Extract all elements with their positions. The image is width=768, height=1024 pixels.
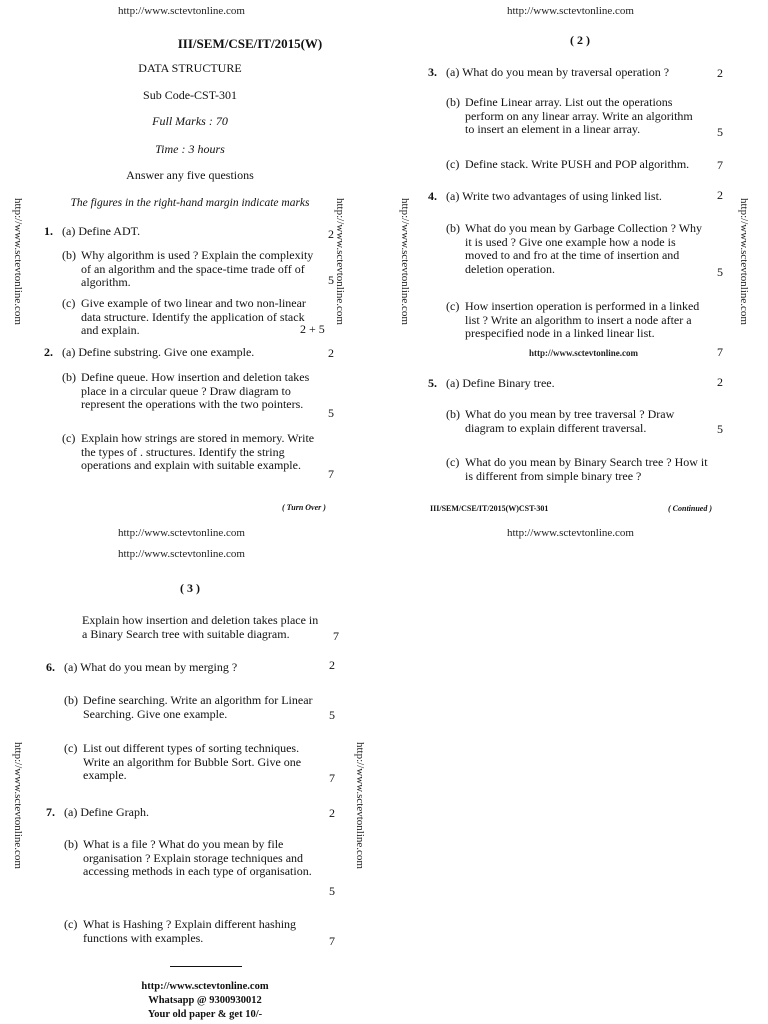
header-url-left: http://www.sctevtonline.com bbox=[118, 5, 245, 17]
q6b-marks: 5 bbox=[329, 708, 335, 722]
header-url-right: http://www.sctevtonline.com bbox=[507, 5, 634, 17]
side-url-middle-bottom: http://www.sctevtonline.com bbox=[354, 742, 366, 869]
q3c-label: (c) bbox=[446, 157, 460, 171]
q3b-label: (b) bbox=[446, 95, 460, 109]
q3b-marks: 5 bbox=[717, 125, 723, 139]
q4-number: 4. bbox=[428, 189, 437, 203]
page2-footer-code: III/SEM/CSE/IT/2015(W)CST-301 bbox=[430, 504, 549, 513]
q1b-marks: 5 bbox=[328, 273, 334, 287]
q1c-marks: 2 + 5 bbox=[300, 322, 325, 336]
turn-over: ( Turn Over ) bbox=[282, 503, 326, 512]
q2b-label: (b) bbox=[62, 370, 76, 384]
q3-number: 3. bbox=[428, 65, 437, 79]
q7c-label: (c) bbox=[64, 917, 78, 931]
q4b-label: (b) bbox=[446, 221, 460, 235]
q4c-marks: 7 bbox=[717, 345, 723, 359]
side-url-right-top: http://www.sctevtonline.com bbox=[738, 198, 750, 325]
instruction: Answer any five questions bbox=[126, 168, 254, 182]
q7c-marks: 7 bbox=[329, 934, 335, 948]
q2-number: 2. bbox=[44, 345, 53, 359]
q7a-text: (a) Define Graph. bbox=[64, 805, 149, 819]
q1-number: 1. bbox=[44, 224, 53, 238]
q6c-marks: 7 bbox=[329, 771, 335, 785]
side-url-left-top: http://www.sctevtonline.com bbox=[12, 198, 24, 325]
q7b-marks: 5 bbox=[329, 884, 335, 898]
q2c-label: (c) bbox=[62, 431, 76, 445]
q1b-text: Why algorithm is used ? Explain the complexity of an algorithm and the space-time trade off of algorithm. bbox=[81, 248, 314, 289]
footer-offer: Your old paper & get 10/- bbox=[147, 1009, 263, 1020]
q6c-text: List out different types of sorting techniques. Write an algorithm for Bubble Sort. Give one example. bbox=[83, 741, 302, 782]
q3a-text: (a) What do you mean by traversal operation ? bbox=[446, 65, 670, 79]
q1a-marks: 2 bbox=[328, 227, 334, 241]
continued: ( Continued ) bbox=[668, 504, 713, 513]
footer-whatsapp: Whatsapp @ 9300930012 bbox=[148, 995, 262, 1006]
q2a-text: (a) Define substring. Give one example. bbox=[62, 345, 255, 359]
q6a-text: (a) What do you mean by merging ? bbox=[64, 660, 238, 674]
q5c-text: What do you mean by Binary Search tree ? How it is different from simple binary tree ? bbox=[465, 455, 708, 483]
side-url-left-bottom: http://www.sctevtonline.com bbox=[12, 742, 24, 869]
q3c-text: Define stack. Write PUSH and POP algorithm. bbox=[465, 157, 690, 171]
q3b-text: Define Linear array. List out the operations perform on any linear array. Write an algorithm to insert an element in a linear array. bbox=[465, 95, 693, 136]
q1c-label: (c) bbox=[62, 296, 76, 310]
q5a-marks: 2 bbox=[717, 375, 723, 389]
sub-code: Sub Code-CST-301 bbox=[143, 88, 237, 102]
q4c-text: How insertion operation is performed in a linked list ? Write an algorithm to insert a node after a prespecified node in a linked linear list. bbox=[465, 299, 700, 340]
q4b-marks: 5 bbox=[717, 265, 723, 279]
q2a-marks: 2 bbox=[328, 346, 334, 360]
inline-url: http://www.sctevtonline.com bbox=[529, 348, 638, 358]
page2-number: ( 2 ) bbox=[570, 33, 590, 47]
q7b-label: (b) bbox=[64, 837, 78, 851]
q3a-marks: 2 bbox=[717, 66, 723, 80]
side-url-middle-top-2: http://www.sctevtonline.com bbox=[399, 198, 411, 325]
q3c-marks: 7 bbox=[717, 158, 723, 172]
q6-number: 6. bbox=[46, 660, 55, 674]
q7a-marks: 2 bbox=[329, 806, 335, 820]
q1c-text: Give example of two linear and two non-linear data structure. Identify the application of stack and explain. bbox=[81, 296, 306, 337]
footer-url[interactable]: http://www.sctevtonline.com bbox=[141, 981, 269, 992]
q5b-label: (b) bbox=[446, 407, 460, 421]
page2-bottom-url: http://www.sctevtonline.com bbox=[507, 527, 634, 539]
q2c-text: Explain how strings are stored in memory. Write the types of . structures. Identify the string operations and explain with suitable example. bbox=[81, 431, 315, 472]
q4c-label: (c) bbox=[446, 299, 460, 313]
q2c-marks: 7 bbox=[328, 467, 334, 481]
q5b-text: What do you mean by tree traversal ? Draw diagram to explain different traversal. bbox=[465, 407, 675, 435]
page3-number: ( 3 ) bbox=[180, 581, 200, 595]
q6c-label: (c) bbox=[64, 741, 78, 755]
side-url-middle-top: http://www.sctevtonline.com bbox=[334, 198, 346, 325]
q7-number: 7. bbox=[46, 805, 55, 819]
marks-note: The figures in the right-hand margin indicate marks bbox=[70, 197, 310, 209]
q6b-text: Define searching. Write an algorithm for Linear Searching. Give one example. bbox=[83, 693, 313, 721]
q5-number: 5. bbox=[428, 376, 437, 390]
q5a-text: (a) Define Binary tree. bbox=[446, 376, 555, 390]
q5c-continuation: Explain how insertion and deletion takes place in a Binary Search tree with suitable diagram. bbox=[82, 613, 319, 641]
page1-bottom-url: http://www.sctevtonline.com bbox=[118, 527, 245, 539]
q1b-label: (b) bbox=[62, 248, 76, 262]
page3-top-url: http://www.sctevtonline.com bbox=[118, 548, 245, 560]
footer-block bbox=[110, 980, 300, 1022]
full-marks: Full Marks : 70 bbox=[152, 114, 228, 128]
exam-code: III/SEM/CSE/IT/2015(W) bbox=[177, 36, 323, 51]
q4a-marks: 2 bbox=[717, 188, 723, 202]
q5b-marks: 5 bbox=[717, 422, 723, 436]
q7c-text: What is Hashing ? Explain different hashing functions with examples. bbox=[83, 917, 297, 945]
q7b-text: What is a file ? What do you mean by file organisation ? Explain storage techniques and accessing methods in each type of organisation. bbox=[83, 837, 312, 878]
q5c-label: (c) bbox=[446, 455, 460, 469]
q2b-text: Define queue. How insertion and deletion takes place in a circular queue ? Draw diagram to represent the operations with the two pointers. bbox=[81, 370, 310, 411]
q2b-marks: 5 bbox=[328, 406, 334, 420]
subject-title: DATA STRUCTURE bbox=[138, 61, 242, 75]
footer-divider bbox=[170, 966, 242, 967]
q6a-marks: 2 bbox=[329, 658, 335, 672]
q5c-marks: 7 bbox=[333, 629, 339, 643]
q4a-text: (a) Write two advantages of using linked list. bbox=[446, 189, 662, 203]
q1a-text: (a) Define ADT. bbox=[62, 224, 141, 238]
q6b-label: (b) bbox=[64, 693, 78, 707]
q4b-text: What do you mean by Garbage Collection ? Why it is used ? Give one example how a node is moved to and fro at the time of insertion and deletion operation. bbox=[465, 221, 703, 276]
exam-time: Time : 3 hours bbox=[155, 142, 225, 156]
